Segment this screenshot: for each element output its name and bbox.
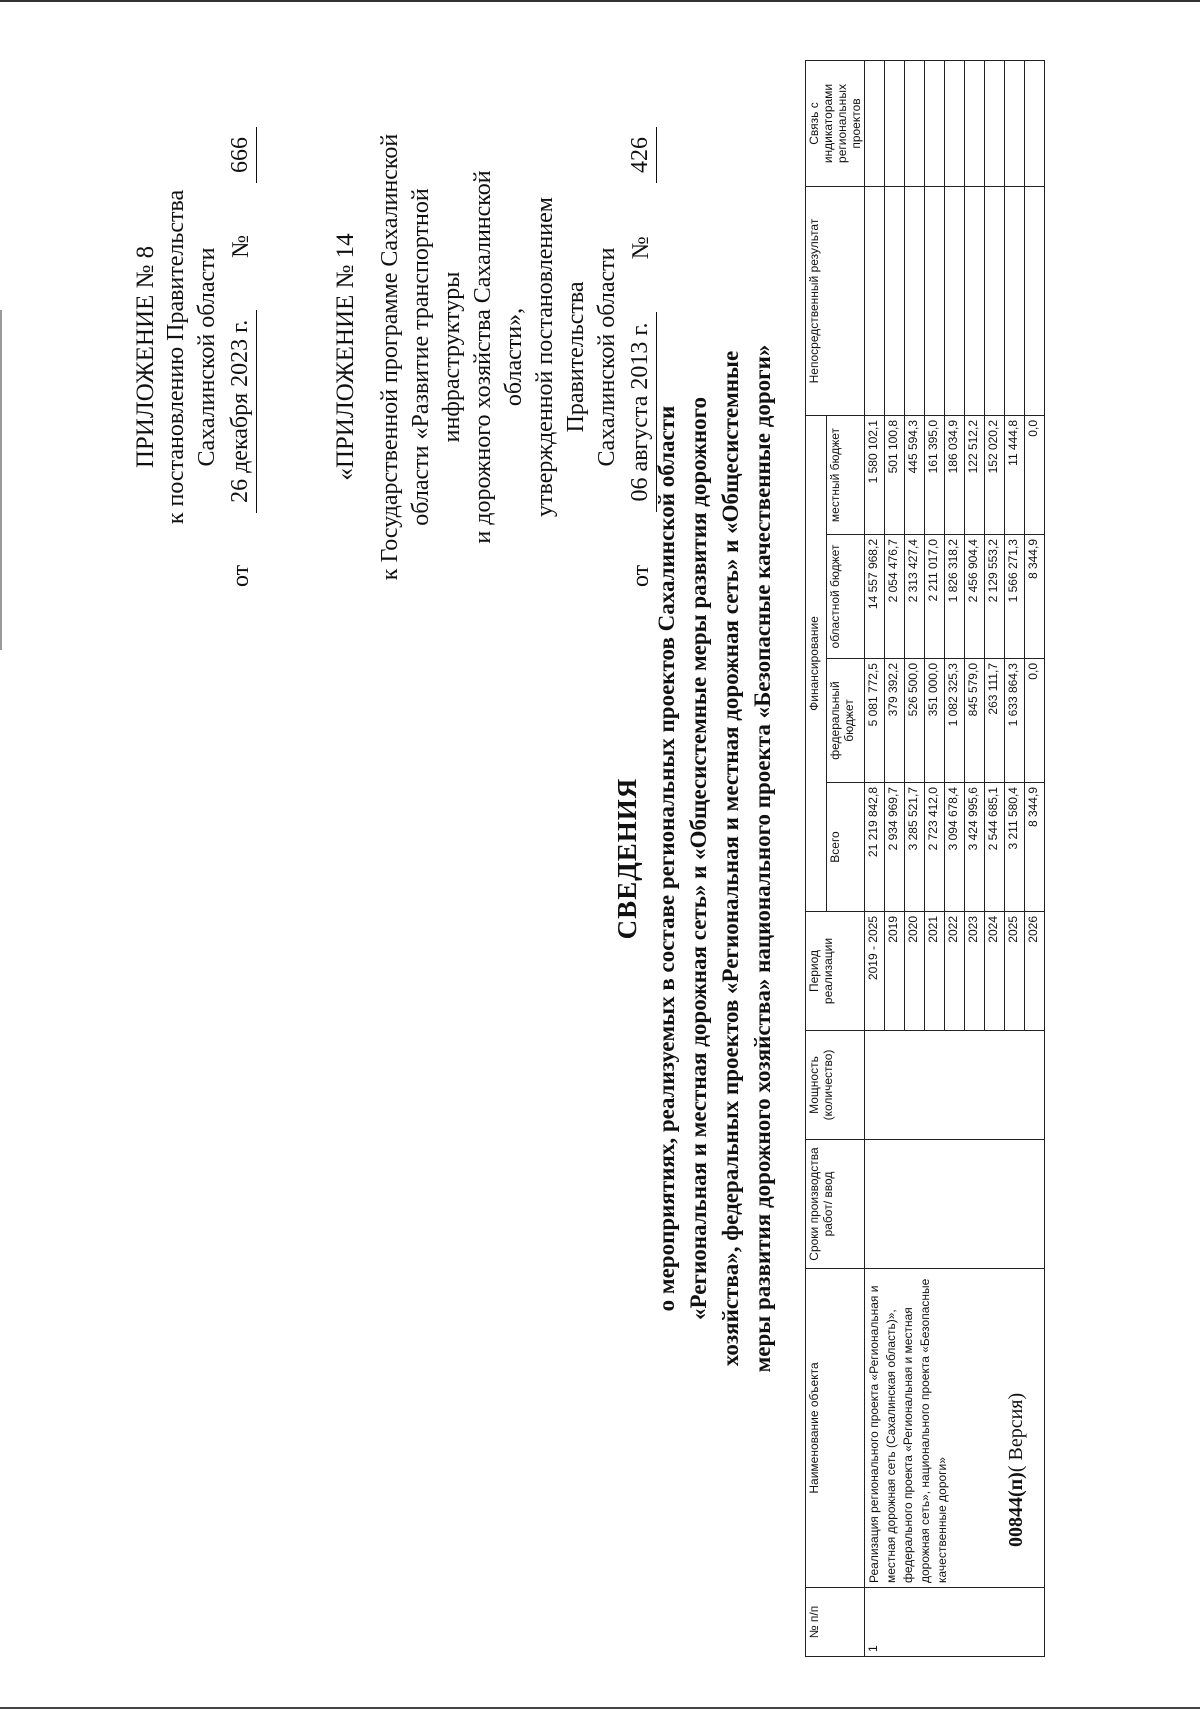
cell-regional: 1 566 271,3 xyxy=(1005,535,1025,659)
appendix-8-line2: Сахалинской области xyxy=(194,247,220,467)
appendix-14-block xyxy=(330,127,657,587)
cell-period: 2024 xyxy=(985,912,1005,1031)
cell-result xyxy=(925,187,945,416)
cell-period: 2020 xyxy=(905,912,925,1031)
appendix-14-number: 426 xyxy=(625,127,657,183)
cell-regional: 1 826 318,2 xyxy=(945,535,965,659)
header-result: Непосредственный результат xyxy=(806,187,865,416)
document-subtitle: о мероприятиях, реализуемых в составе региональных проектов Сахалинской области «Региональная и местная дорожная сеть» и «Общесистемные меры развития дорожного хозяйства», федеральных проектов «Региональная и местная дорожная сеть» и «Общесистемные меры развития дорожного хозяйства» национального проекта «Безопасные качественные дороги» xyxy=(654,344,775,1373)
cell-link xyxy=(985,61,1005,187)
cell-local: 501 100,8 xyxy=(885,416,905,535)
cell-total: 3 211 580,4 xyxy=(1005,783,1025,912)
document-code: 00844(п) xyxy=(1005,1472,1027,1547)
cell-period: 2023 xyxy=(965,912,985,1031)
cell-total: 3 424 995,6 xyxy=(965,783,985,912)
cell-regional: 2 211 017,0 xyxy=(925,535,945,659)
appendix-14-date: 06 августа 2013 г. xyxy=(625,312,657,511)
cell-federal: 1 082 325,3 xyxy=(945,659,965,783)
cell-federal: 526 500,0 xyxy=(905,659,925,783)
cell-link xyxy=(965,61,985,187)
cell-regional: 14 557 968,2 xyxy=(865,535,885,659)
appendix-14-title: «ПРИЛОЖЕНИЕ № 14 xyxy=(332,233,359,481)
appendix-14-number-label: № xyxy=(628,236,654,260)
cell-result xyxy=(1005,187,1025,416)
cell-federal: 845 579,0 xyxy=(965,659,985,783)
cell-federal: 5 081 772,5 xyxy=(865,659,885,783)
cell-period: 2022 xyxy=(945,912,965,1031)
header-num: № п/п xyxy=(806,1588,865,1657)
cell-result xyxy=(985,187,1005,416)
header-total: Всего xyxy=(826,783,864,912)
appendix-14-line4: утвержденной постановлением Правительства xyxy=(532,197,589,517)
cell-period: 2026 xyxy=(1025,912,1045,1031)
header-terms: Сроки производства работ/ ввод xyxy=(806,1140,865,1269)
appendix-14-line1: к Государственной программе Сахалинской xyxy=(377,133,403,581)
header-local: местный бюджет xyxy=(826,416,864,535)
cell-terms xyxy=(865,1140,1045,1269)
header-regional: областной бюджет xyxy=(826,535,864,659)
cell-result xyxy=(885,187,905,416)
cell-local: 122 512,2 xyxy=(965,416,985,535)
cell-local: 1 580 102,1 xyxy=(865,416,885,535)
cell-link xyxy=(1005,61,1025,187)
cell-regional: 2 456 904,4 xyxy=(965,535,985,659)
cell-regional: 2 313 427,4 xyxy=(905,535,925,659)
header-name: Наименование объекта xyxy=(806,1269,865,1588)
cell-federal: 1 633 864,3 xyxy=(1005,659,1025,783)
cell-period: 2021 xyxy=(925,912,945,1031)
cell-period: 2019 - 2025 xyxy=(865,912,885,1031)
cell-result xyxy=(1025,187,1045,416)
appendix-14-line3: и дорожного хозяйства Сахалинской области», xyxy=(470,170,527,544)
cell-total: 21 219 842,8 xyxy=(865,783,885,912)
document-footer xyxy=(1005,1393,1028,1547)
cell-local: 186 034,9 xyxy=(945,416,965,535)
cell-local: 0,0 xyxy=(1025,416,1045,535)
header-capacity: Мощность (количество) xyxy=(806,1031,865,1140)
document-heading xyxy=(612,0,779,1717)
cell-total: 2 934 969,7 xyxy=(885,783,905,912)
appendix-8-block xyxy=(130,127,257,587)
document-version: ( Версия) xyxy=(1005,1392,1027,1473)
cell-total: 3 285 521,7 xyxy=(905,783,925,912)
cell-local: 445 594,3 xyxy=(905,416,925,535)
cell-capacity xyxy=(865,1031,1045,1140)
cell-result xyxy=(945,187,965,416)
table-header-row xyxy=(806,61,827,1657)
cell-federal: 263 111,7 xyxy=(985,659,1005,783)
appendix-8-title: ПРИЛОЖЕНИЕ № 8 xyxy=(132,245,159,469)
cell-result xyxy=(965,187,985,416)
cell-link xyxy=(885,61,905,187)
cell-result xyxy=(905,187,925,416)
cell-local: 161 395,0 xyxy=(925,416,945,535)
cell-period: 2025 xyxy=(1005,912,1025,1031)
header-link: Связь с индикаторами региональных проектов xyxy=(806,61,865,187)
appendix-8-date-number xyxy=(225,127,257,587)
cell-link xyxy=(945,61,965,187)
cell-row-num: 1 xyxy=(865,1588,1045,1657)
header-period: Период реализации xyxy=(806,912,865,1031)
cell-link xyxy=(905,61,925,187)
header-federal: федеральный бюджет xyxy=(826,659,864,783)
appendix-14-line5: Сахалинской области xyxy=(594,247,620,467)
cell-total: 2 723 412,0 xyxy=(925,783,945,912)
header-financing: Финансирование xyxy=(806,416,827,912)
cell-link xyxy=(925,61,945,187)
cell-total: 2 544 685,1 xyxy=(985,783,1005,912)
appendix-8-from-label: от xyxy=(228,564,254,587)
cell-regional: 2 054 476,7 xyxy=(885,535,905,659)
cell-local: 152 020,2 xyxy=(985,416,1005,535)
cell-total: 3 094 678,4 xyxy=(945,783,965,912)
cell-link xyxy=(1025,61,1045,187)
cell-period: 2019 xyxy=(885,912,905,1031)
appendix-8-line1: к постановлению Правительства xyxy=(163,189,189,525)
cell-regional: 8 344,9 xyxy=(1025,535,1045,659)
appendix-14-from-label: от xyxy=(628,564,654,587)
cell-federal: 351 000,0 xyxy=(925,659,945,783)
appendix-8-date: 26 декабря 2023 г. xyxy=(225,310,257,513)
cell-row-name: Реализация регионального проекта «Региональная и местная дорожная сеть (Сахалинская область)», федерального проекта «Региональная и местная дорожная сеть», национального проекта «Безопасные качественные дороги» xyxy=(865,1269,1045,1588)
cell-federal: 379 392,2 xyxy=(885,659,905,783)
cell-result xyxy=(865,187,885,416)
table-row xyxy=(865,61,885,1657)
appendix-8-number: 666 xyxy=(225,127,257,183)
cell-local: 11 444,8 xyxy=(1005,416,1025,535)
appendix-8-number-label: № xyxy=(228,234,254,258)
cell-link xyxy=(865,61,885,187)
cell-federal: 0,0 xyxy=(1025,659,1045,783)
document-title: СВЕДЕНИЯ xyxy=(612,777,642,940)
appendix-14-line2: области «Развитие транспортной инфраструктуры xyxy=(408,188,465,526)
cell-regional: 2 129 553,2 xyxy=(985,535,1005,659)
cell-total: 8 344,9 xyxy=(1025,783,1045,912)
